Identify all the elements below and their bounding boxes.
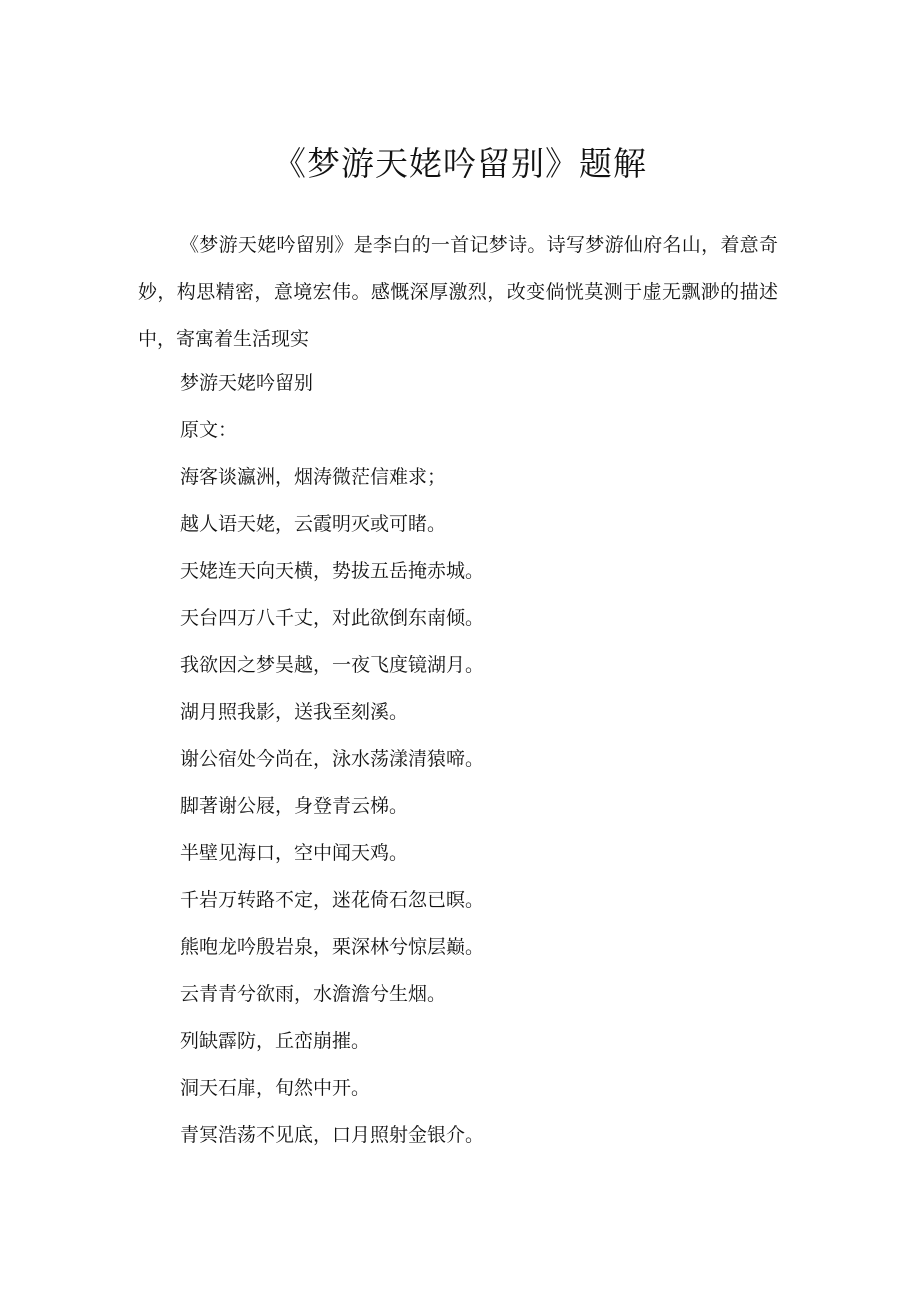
verse-line: 千岩万转路不定，迷花倚石忽已暝。 [180, 889, 485, 911]
verse-line: 脚著谢公屐，身登青云梯。 [180, 795, 409, 817]
poem-text [180, 360, 484, 1159]
verse-line: 湖月照我影，送我至刻溪。 [180, 701, 409, 723]
verse-line: 越人语天姥，云霞明灭或可睹。 [180, 513, 447, 535]
verse-line: 青冥浩荡不见底，口月照射金银介。 [180, 1124, 485, 1146]
document-title: 《梦游天姥吟留别》题解 [273, 144, 647, 183]
original-label: 原文： [180, 419, 238, 441]
intro-paragraph: 《梦游天姥吟留别》是李白的一首记梦诗。诗写梦游仙府名山，着意奇妙，构思精密，意境宏伟。感慨深厚激烈，改变倘恍莫测于虚无飘渺的描述中，寄寓着生活现实 [138, 234, 778, 350]
verse-line: 半壁见海口，空中闻天鸡。 [180, 842, 409, 864]
verse-line: 列缺霹防，丘峦崩摧。 [180, 1030, 371, 1052]
verse-line: 天姥连天向天横，势拔五岳掩赤城。 [180, 560, 485, 582]
verse-line: 天台四万八千丈，对此欲倒东南倾。 [180, 607, 485, 629]
poem-title: 梦游天姥吟留别 [180, 372, 314, 394]
verse-line: 云青青兮欲雨，水澹澹兮生烟。 [180, 983, 447, 1005]
verse-line: 谢公宿处今尚在，泳水荡漾清猿啼。 [180, 748, 485, 770]
verse-line: 我欲因之梦吴越，一夜飞度镜湖月。 [180, 654, 485, 676]
verse-line: 海客谈瀛洲，烟涛微茫信难求； [180, 466, 447, 488]
verse-line: 熊咆龙吟殷岩泉，栗深林兮惊层巅。 [180, 936, 485, 958]
verse-line: 洞天石扉，旬然中开。 [180, 1077, 371, 1099]
